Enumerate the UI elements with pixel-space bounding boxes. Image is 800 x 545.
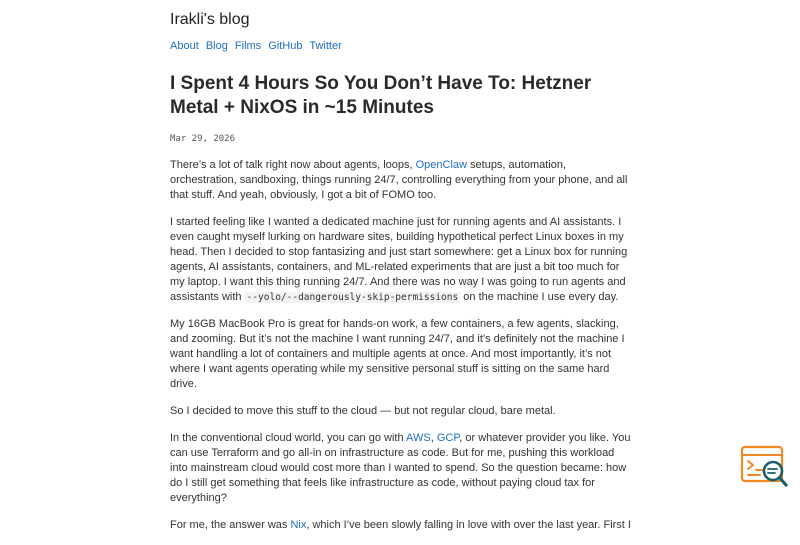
site-nav (170, 39, 630, 53)
text: , (430, 432, 437, 444)
nav-link-films[interactable]: Films (234, 40, 262, 52)
post-date: Mar 29, 2026 (170, 134, 236, 144)
text: I started feeling like I wanted a dedicated machine just for running agents and AI assistants. I even caught myself lurking on hardware sites, building hypothetical perfect Linux boxes in my head. Then I decided to stop fantasizing and just start somewhere: get a Linux box for running agents, AI assistants, containers, and ML-related experiments that are just a bit too much for my laptop. I want this thing running 24/7. And there was no way I was going to run agents and assistants with (170, 216, 628, 303)
paragraph-2 (170, 215, 632, 305)
text: In the conventional cloud world, you can go with (170, 432, 407, 444)
paragraph-3: My 16GB MacBook Pro is great for hands-on work, a few containers, a few agents, slacking, and zooming. But it’s not the machine I want running 24/7, and it’s definitely not the machine I want handling a lot of containers and multiple agents at once. And most importantly, it’s not where I want agents operating while my sensitive personal stuff is sitting on the same hard drive. (170, 318, 625, 390)
paragraph-6 (170, 518, 632, 533)
text: , or whatever provider you like. You can use Terraform and go all-in on infrastructure as code. But for me, pushing this workload into mainstream cloud would cost more than I wanted to spend. So the question became: how do I still get something that feels like infrastructure as code, without paying cloud tax for everything? (170, 432, 631, 504)
post-title: I Spent 4 Hours So You Don’t Have To: Hetzner Metal + NixOS in ~15 Minutes (170, 73, 592, 118)
nav-link-about[interactable]: About (170, 40, 199, 52)
code-search-icon (740, 444, 790, 490)
paragraph-4: So I decided to move this stuff to the cloud — but not regular cloud, bare metal. (170, 405, 556, 417)
text: There’s a lot of talk right now about agents, loops, (170, 159, 416, 171)
link-openclaw[interactable]: OpenClaw (415, 159, 467, 171)
nav-link-github[interactable]: GitHub (268, 40, 303, 52)
nav-link-blog[interactable]: Blog (205, 40, 228, 52)
post-content (170, 158, 632, 533)
link-nix[interactable]: Nix (290, 519, 307, 531)
paragraph-1 (170, 158, 632, 203)
text: on the machine I use every day. (460, 291, 619, 303)
text: setups, automation, orchestration, sandboxing, things running 24/7, controlling everything from your phone, and all that stuff. And yeah, obviously, I got a bit of FOMO too. (170, 159, 628, 201)
nav-link-twitter[interactable]: Twitter (309, 40, 342, 52)
paragraph-5 (170, 431, 632, 506)
link-gcp[interactable]: GCP (436, 432, 460, 444)
blog-page (170, 0, 630, 545)
link-aws[interactable]: AWS (406, 432, 431, 444)
text: , which I’ve been slowly falling in love with over the last year. First I (306, 519, 631, 531)
site-title[interactable]: Irakli's blog (170, 11, 250, 28)
text: For me, the answer was (170, 519, 291, 531)
inline-code-flags: --yolo/--dangerously-skip-permissions (246, 292, 459, 303)
floating-code-search-widget[interactable] (740, 444, 790, 490)
